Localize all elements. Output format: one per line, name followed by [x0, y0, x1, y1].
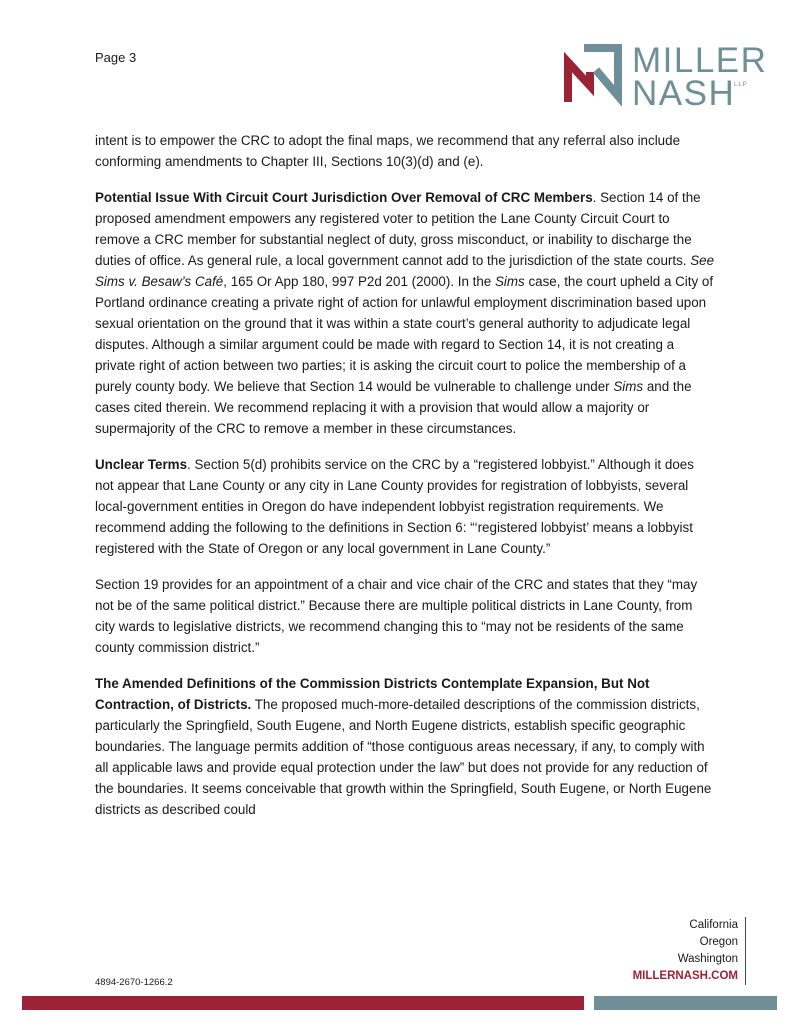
paragraph-text: . Section 5(d) prohibits service on the CRC by a “registered lobbyist.” Although it does not appear that Lane County or any city in Lane County provides for registration of lobbyists, several local-government entities in Oregon do have independent lobbyist registration requirements. We recommend adding the following to the definitions in Section 6: “‘registered lobbyist’ means a lobbyist registered with the State of Oregon or any local government in Lane County.” [95, 457, 694, 556]
paragraph-text: The proposed much-more-detailed descriptions of the commission districts, particularly the Springfield, South Eugene, and North Eugene districts, establish specific geographic boundaries. The language permits addition of “those contiguous areas necessary, if any, to comply with all applicable laws and provide equal protection under the law” but does not provide for any reduction of the boundaries. It seems conceivable that growth within the Springfield, South Eugene, or North Eugene districts as described could [95, 697, 712, 817]
paragraph-commission-districts [95, 673, 715, 820]
footer-bar-red [22, 996, 584, 1010]
case-name: Sims [494, 274, 525, 289]
website-link[interactable]: MILLERNASH.COM [632, 970, 738, 982]
paragraph-text: , 165 Or App 180, 997 P2d 201 (2000). In the [223, 274, 495, 289]
office-locations [633, 917, 746, 985]
logo-text-nash: NASH [632, 74, 736, 113]
logo-text-miller: MILLER [632, 41, 768, 80]
logo-mark-red-stroke [568, 62, 590, 102]
miller-nash-mn-mark-icon [562, 42, 624, 106]
case-name: Sims [613, 379, 644, 394]
case-citation: See Sims v. Besaw’s Café [95, 253, 715, 289]
paragraph-continuation [95, 130, 715, 172]
paragraph-text: case, the court upheld a City of Portland ordinance creating a private right of action for unlawful employment discrimination based upon sexual orientation on the ground that it was within a state court’s general authority to adjudicate legal disputes. Although a similar argument could be made with regard to Section 14, it is not creating a private right of action between two parties; it is asking the circuit court to police the membership of a purely county body. We believe that Section 14 would be vulnerable to challenge under [95, 274, 714, 394]
page-number: Page 3 [95, 50, 137, 65]
paragraph-heading: Unclear Terms [95, 457, 188, 472]
paragraph-heading: The Amended Definitions of the Commission Districts Contemplate Expansion, But Not Contraction, of Districts. [95, 676, 650, 712]
paragraph-section-19 [95, 574, 715, 658]
office-washington: Washington [677, 953, 738, 965]
paragraph-circuit-court-jurisdiction [95, 187, 715, 439]
document-id: 4894-2670-1266.2 [95, 977, 173, 988]
office-california: California [689, 919, 738, 931]
paragraph-heading: Potential Issue With Circuit Court Jurisdiction Over Removal of CRC Members [95, 190, 593, 205]
miller-nash-logo [562, 41, 768, 113]
letter-body [95, 130, 715, 835]
footer-bar-teal [594, 996, 777, 1010]
paragraph-text: and the cases cited therein. We recommend replacing it with a provision that would allow a majority or supermajority of the CRC to remove a member in these circumstances. [95, 379, 692, 436]
paragraph-text: . Section 14 of the proposed amendment empowers any registered voter to petition the Lane County Circuit Court to remove a CRC member for substantial neglect of duty, gross misconduct, or inability to discharge the duties of office. As general rule, a local government cannot add to the jurisdiction of the state courts. [95, 190, 701, 268]
paragraph-text: intent is to empower the CRC to adopt the final maps, we recommend that any referral also include conforming amendments to Chapter III, Sections 10(3)(d) and (e). [95, 133, 681, 169]
paragraph-text: Section 19 provides for an appointment of a chair and vice chair of the CRC and states that they “may not be of the same political district.” Because there are multiple political districts in Lane County, from city wards to legislative districts, we recommend changing this to “may not be residents of the same county commission district.” [95, 577, 698, 655]
logo-text-llp: LLP [734, 82, 748, 88]
footer-color-bars [22, 996, 777, 1010]
office-oregon: Oregon [699, 936, 738, 948]
paragraph-unclear-terms [95, 454, 715, 559]
